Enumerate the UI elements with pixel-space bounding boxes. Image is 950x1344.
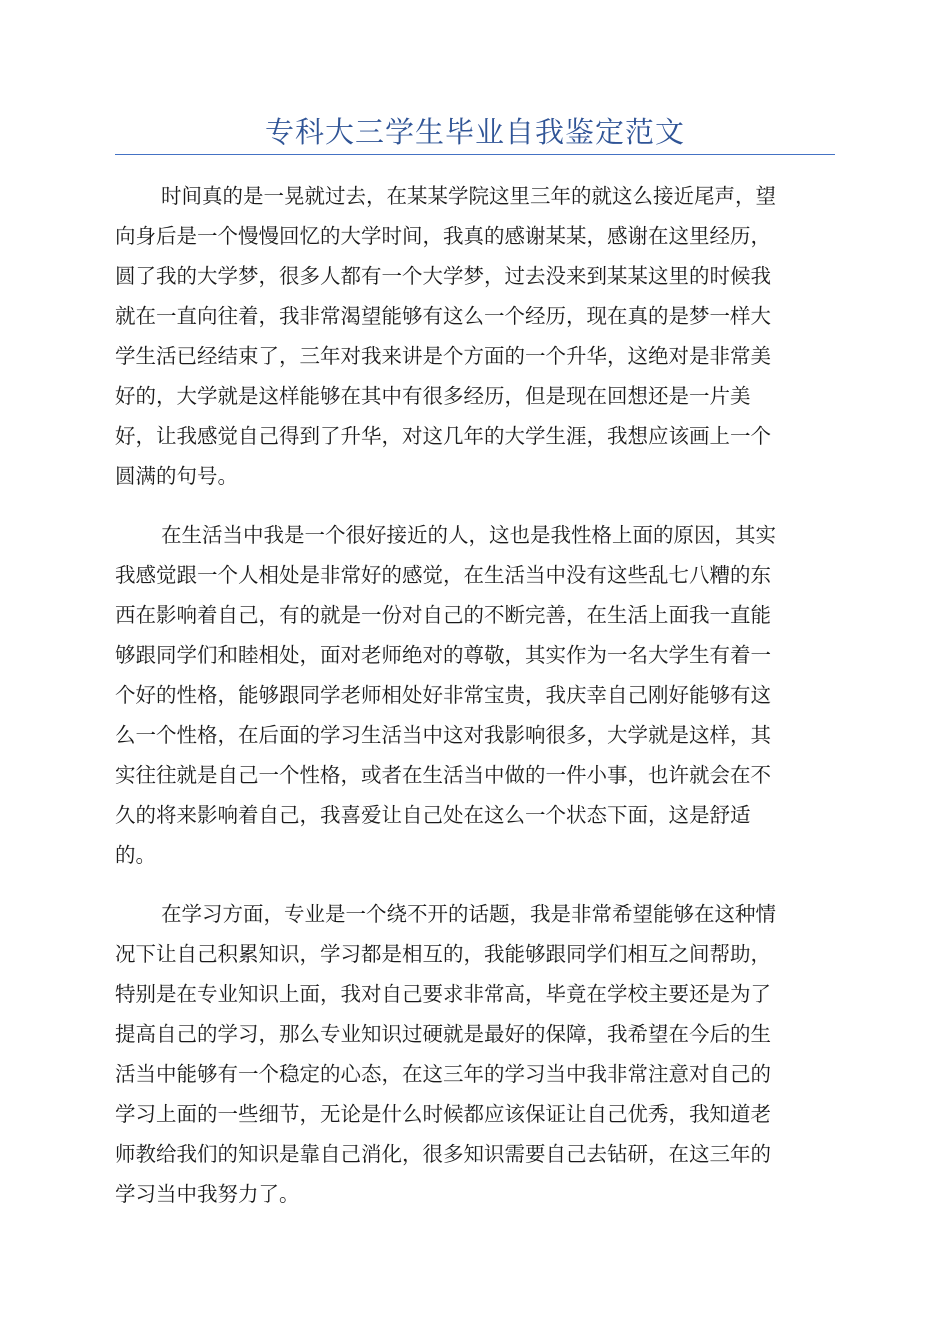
paragraph-line: 圆满的句号。 (115, 464, 238, 488)
paragraph-line: 西在影响着自己，有的就是一份对自己的不断完善，在生活上面我一直能 (115, 603, 771, 627)
paragraph-line: 久的将来影响着自己，我喜爱让自己处在这么一个状态下面，这是舒适 (115, 803, 751, 827)
paragraph-line: 师教给我们的知识是靠自己消化，很多知识需要自己去钻研，在这三年的 (115, 1142, 771, 1166)
paragraph-line: 向身后是一个慢慢回忆的大学时间，我真的感谢某某，感谢在这里经历， (115, 224, 771, 248)
paragraph-line: 圆了我的大学梦，很多人都有一个大学梦，过去没来到某某这里的时候我 (115, 264, 771, 288)
paragraph-line: 时间真的是一晃就过去，在某某学院这里三年的就这么接近尾声，望 (161, 184, 776, 208)
paragraph-line: 好的，大学就是这样能够在其中有很多经历，但是现在回想还是一片美 (115, 384, 751, 408)
paragraph-line: 就在一直向往着，我非常渴望能够有这么一个经历，现在真的是梦一样大 (115, 304, 771, 328)
paragraph-line: 够跟同学们和睦相处，面对老师绝对的尊敬，其实作为一名大学生有着一 (115, 643, 771, 667)
paragraph-line: 况下让自己积累知识，学习都是相互的，我能够跟同学们相互之间帮助， (115, 942, 771, 966)
paragraph-line: 实往往就是自己一个性格，或者在生活当中做的一件小事，也许就会在不 (115, 763, 771, 787)
paragraph-line: 特别是在专业知识上面，我对自己要求非常高，毕竟在学校主要还是为了 (115, 982, 771, 1006)
paragraph-line: 个好的性格，能够跟同学老师相处好非常宝贵，我庆幸自己刚好能够有这 (115, 683, 771, 707)
title-underline (115, 154, 835, 155)
paragraph-line: 学习上面的一些细节，无论是什么时候都应该保证让自己优秀，我知道老 (115, 1102, 771, 1126)
paragraph-2 (115, 515, 835, 875)
paragraph-line: 在生活当中我是一个很好接近的人，这也是我性格上面的原因，其实 (161, 523, 776, 547)
document-body (115, 176, 835, 1233)
document-title: 专科大三学生毕业自我鉴定范文 (264, 115, 685, 149)
paragraph-1 (115, 176, 835, 496)
paragraph-line: 学习当中我努力了。 (115, 1182, 300, 1206)
paragraph-line: 提高自己的学习，那么专业知识过硬就是最好的保障，我希望在今后的生 (115, 1022, 771, 1046)
paragraph-3 (115, 894, 835, 1214)
paragraph-line: 学生活已经结束了，三年对我来讲是个方面的一个升华，这绝对是非常美 (115, 344, 771, 368)
paragraph-line: 么一个性格，在后面的学习生活当中这对我影响很多，大学就是这样，其 (115, 723, 771, 747)
paragraph-line: 的。 (115, 843, 156, 867)
paragraph-line: 活当中能够有一个稳定的心态，在这三年的学习当中我非常注意对自己的 (115, 1062, 771, 1086)
paragraph-line: 我感觉跟一个人相处是非常好的感觉，在生活当中没有这些乱七八糟的东 (115, 563, 771, 587)
paragraph-line: 在学习方面，专业是一个绕不开的话题，我是非常希望能够在这种情 (161, 902, 776, 926)
paragraph-line: 好，让我感觉自己得到了升华，对这几年的大学生涯，我想应该画上一个 (115, 424, 771, 448)
